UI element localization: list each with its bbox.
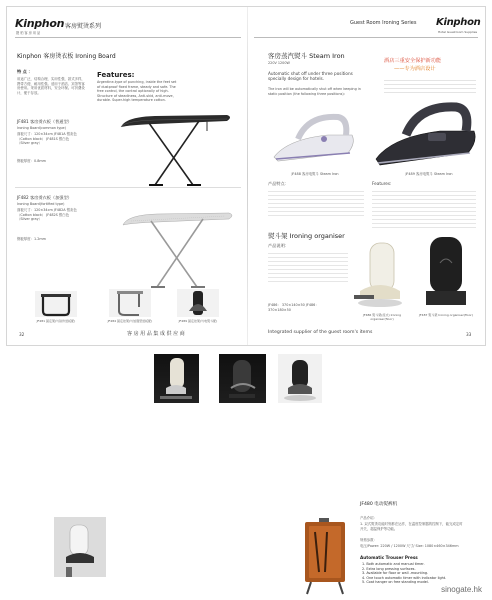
watermark-text: sinogate.hk <box>441 585 482 594</box>
board1-en: Ironing Board(common type) <box>17 126 66 130</box>
product-photo-organiser-1 <box>154 354 199 403</box>
press-cn-title: 产品介绍： <box>360 516 377 520</box>
press-specs: 电压/Power: 220W / 1200W 尺寸/ Size: 1080×460×346mm <box>360 544 459 548</box>
organiser-desc-lines <box>268 250 348 282</box>
slogan-line-1: 酒店三重安全保护新功能 <box>384 58 442 64</box>
slogan-bullets <box>384 77 476 95</box>
mid-divider <box>15 187 241 188</box>
features-text: Argentine-type of punching, inside the feet set of dustproof fixed frame, steady and safe. The free control, the control optionally of high. Structure of steadiness, Anti-skid, anti-move, durable. Super-high temperature cotton. <box>97 80 177 103</box>
left-section-title: Kinphon 客房烫衣板 Ironing Board <box>17 53 116 60</box>
organiser-caption-1: JF486 熨斗架(座式) Ironing organiser(floor) <box>362 313 401 321</box>
iron2-caption: JF489 客房电熨斗 Steam Iron <box>405 172 453 176</box>
hook-bracket-icon <box>109 289 151 317</box>
features-title: Features: <box>97 71 135 79</box>
iron-on-stand-icon <box>154 354 199 403</box>
features-en-lines <box>372 188 476 228</box>
ironing-board-silver-image <box>117 205 237 291</box>
press-en-title: Automatic Trouser Press <box>360 555 418 560</box>
press-feature-4: 4. One touch automatic timer with indicator light. <box>362 575 447 580</box>
right-page <box>248 7 485 345</box>
press-model-title: JF480 电动熨裤机 <box>360 502 398 507</box>
iron1-caption: JF488 客房电熨斗 Steam Iron <box>291 172 339 176</box>
ironing-board-dark-image <box>115 107 235 189</box>
steam-iron-dark-image <box>370 99 480 171</box>
board2-weight: 钢板厚度：1.2mm <box>17 237 46 241</box>
press-feature-2: 2. Extra long pressing surfaces. <box>362 566 416 571</box>
iron-power: 220V 1200W <box>268 61 290 65</box>
left-header-cn: 客房熨烫系列 <box>65 23 102 30</box>
steam-iron-white-image <box>268 109 358 169</box>
product-photo-organiser-2 <box>219 354 266 403</box>
right-footer-en: Integrated supplier of the guest room's items <box>268 330 373 335</box>
left-page <box>7 7 247 345</box>
wall-iron-holder-icon <box>278 354 322 403</box>
caption-3: JF489 固定挂架(与电熨斗配) <box>178 319 218 323</box>
right-page-number: 33 <box>466 332 472 337</box>
specs-title: 特 点 ： <box>17 69 33 74</box>
features-cn-lines <box>268 188 364 216</box>
left-footer-cn: 客 房 用 品 集 成 供 应 商 <box>127 331 185 337</box>
board1-specs: 面板尺寸：120×34cm JF481A 银灰色（Cotton black） JF481S 银白色（Silver gray） <box>17 132 77 146</box>
specs-text: 用途广泛，结构合理，实用性强，款式多样，携带方便，耐用性强。适用于酒店、宾馆等客房使用。采用优质材料，安全环保。可折叠设计，便于存放。 <box>17 77 85 95</box>
hanger-thumb-2 <box>109 289 151 317</box>
product-photo-organiser-3 <box>278 354 322 403</box>
left-page-number: 32 <box>19 332 25 337</box>
left-brand-logo: Kinphon <box>15 17 65 30</box>
press-feature-5: 5. Coat hanger on free standing model. <box>362 580 429 585</box>
organiser-caption-2: JF487 熨斗架 Ironing organiser(floor) <box>419 313 473 317</box>
slogan-line-2: ——专为酒店设计 <box>394 66 436 72</box>
hanger-thumb-3 <box>177 289 219 317</box>
caption-2: JF484 固定挂架(与加强型烫板配) <box>107 319 153 323</box>
right-header-en: Guest Room Ironing Series <box>350 20 417 26</box>
trouser-press-photo <box>297 516 352 596</box>
press-cn-text: 1. 双式熨烫功能时刻都在运作，在温度控制器的控制下，能完成定时开关，超温保护等功能。 <box>360 522 463 531</box>
right-brand-sub: Hotel Guestroom Supplies <box>438 30 478 34</box>
board1-weight: 钢板厚度：0.8mm <box>17 159 46 163</box>
caption-1: JF481 固定架(与铁件烫板配) <box>36 319 76 323</box>
press-features-list <box>362 562 472 585</box>
right-header-rule <box>254 37 478 38</box>
iron-holder-icon <box>177 289 219 317</box>
organiser-cn-head: 产品说明： <box>268 243 289 248</box>
press-feature-3: 3. Available for floor or wall -mounting. <box>362 571 429 576</box>
board2-specs: 面板尺寸：120×34cm JF482A 银灰色（Cotton black） JF482S 银白色（Silver gray） <box>17 208 77 222</box>
board2-label: JF482 客房烫衣板（加强型） <box>17 195 72 200</box>
press-specs-title: 规格参数： <box>360 538 377 542</box>
organiser-models: JF486： 370×140×50 JF486： 370×180×50 <box>268 303 319 312</box>
board1-label: JF481 客房烫衣板（普通型） <box>17 119 72 124</box>
right-brand-logo: Kinphon <box>436 17 481 28</box>
board2-en: Ironing Board(fortified type) <box>17 202 65 206</box>
iron-desc: Automatic shut off under three positions specially design for hotels. <box>268 71 353 82</box>
features-en-title: Features: <box>372 181 392 186</box>
iron-detail: The iron will be automatically shut off when keeping in static position (the following three positions): <box>268 87 361 96</box>
wall-mounted-organiser-photo <box>54 517 106 577</box>
left-header-rule <box>15 37 241 38</box>
organiser-title: 熨斗架 Ironing organiser <box>268 232 345 240</box>
features-cn-title: 产品特点： <box>268 181 289 186</box>
trouser-press-icon <box>297 516 352 596</box>
press-feature-1: 1. Both automatic and manual timer. <box>362 562 425 566</box>
wall-organiser-icon <box>54 517 106 577</box>
left-brand-sub: 捷 柏 客 房 用 品 <box>16 31 41 35</box>
wall-bracket-icon <box>35 291 77 317</box>
catalog-spread <box>6 6 486 346</box>
hanger-thumb-1 <box>35 291 77 317</box>
black-iron-stand-icon <box>219 354 266 403</box>
organiser-black-image <box>418 233 474 313</box>
iron-title: 客房蒸汽熨斗 Steam Iron <box>268 52 345 60</box>
organiser-cream-image <box>352 239 408 311</box>
